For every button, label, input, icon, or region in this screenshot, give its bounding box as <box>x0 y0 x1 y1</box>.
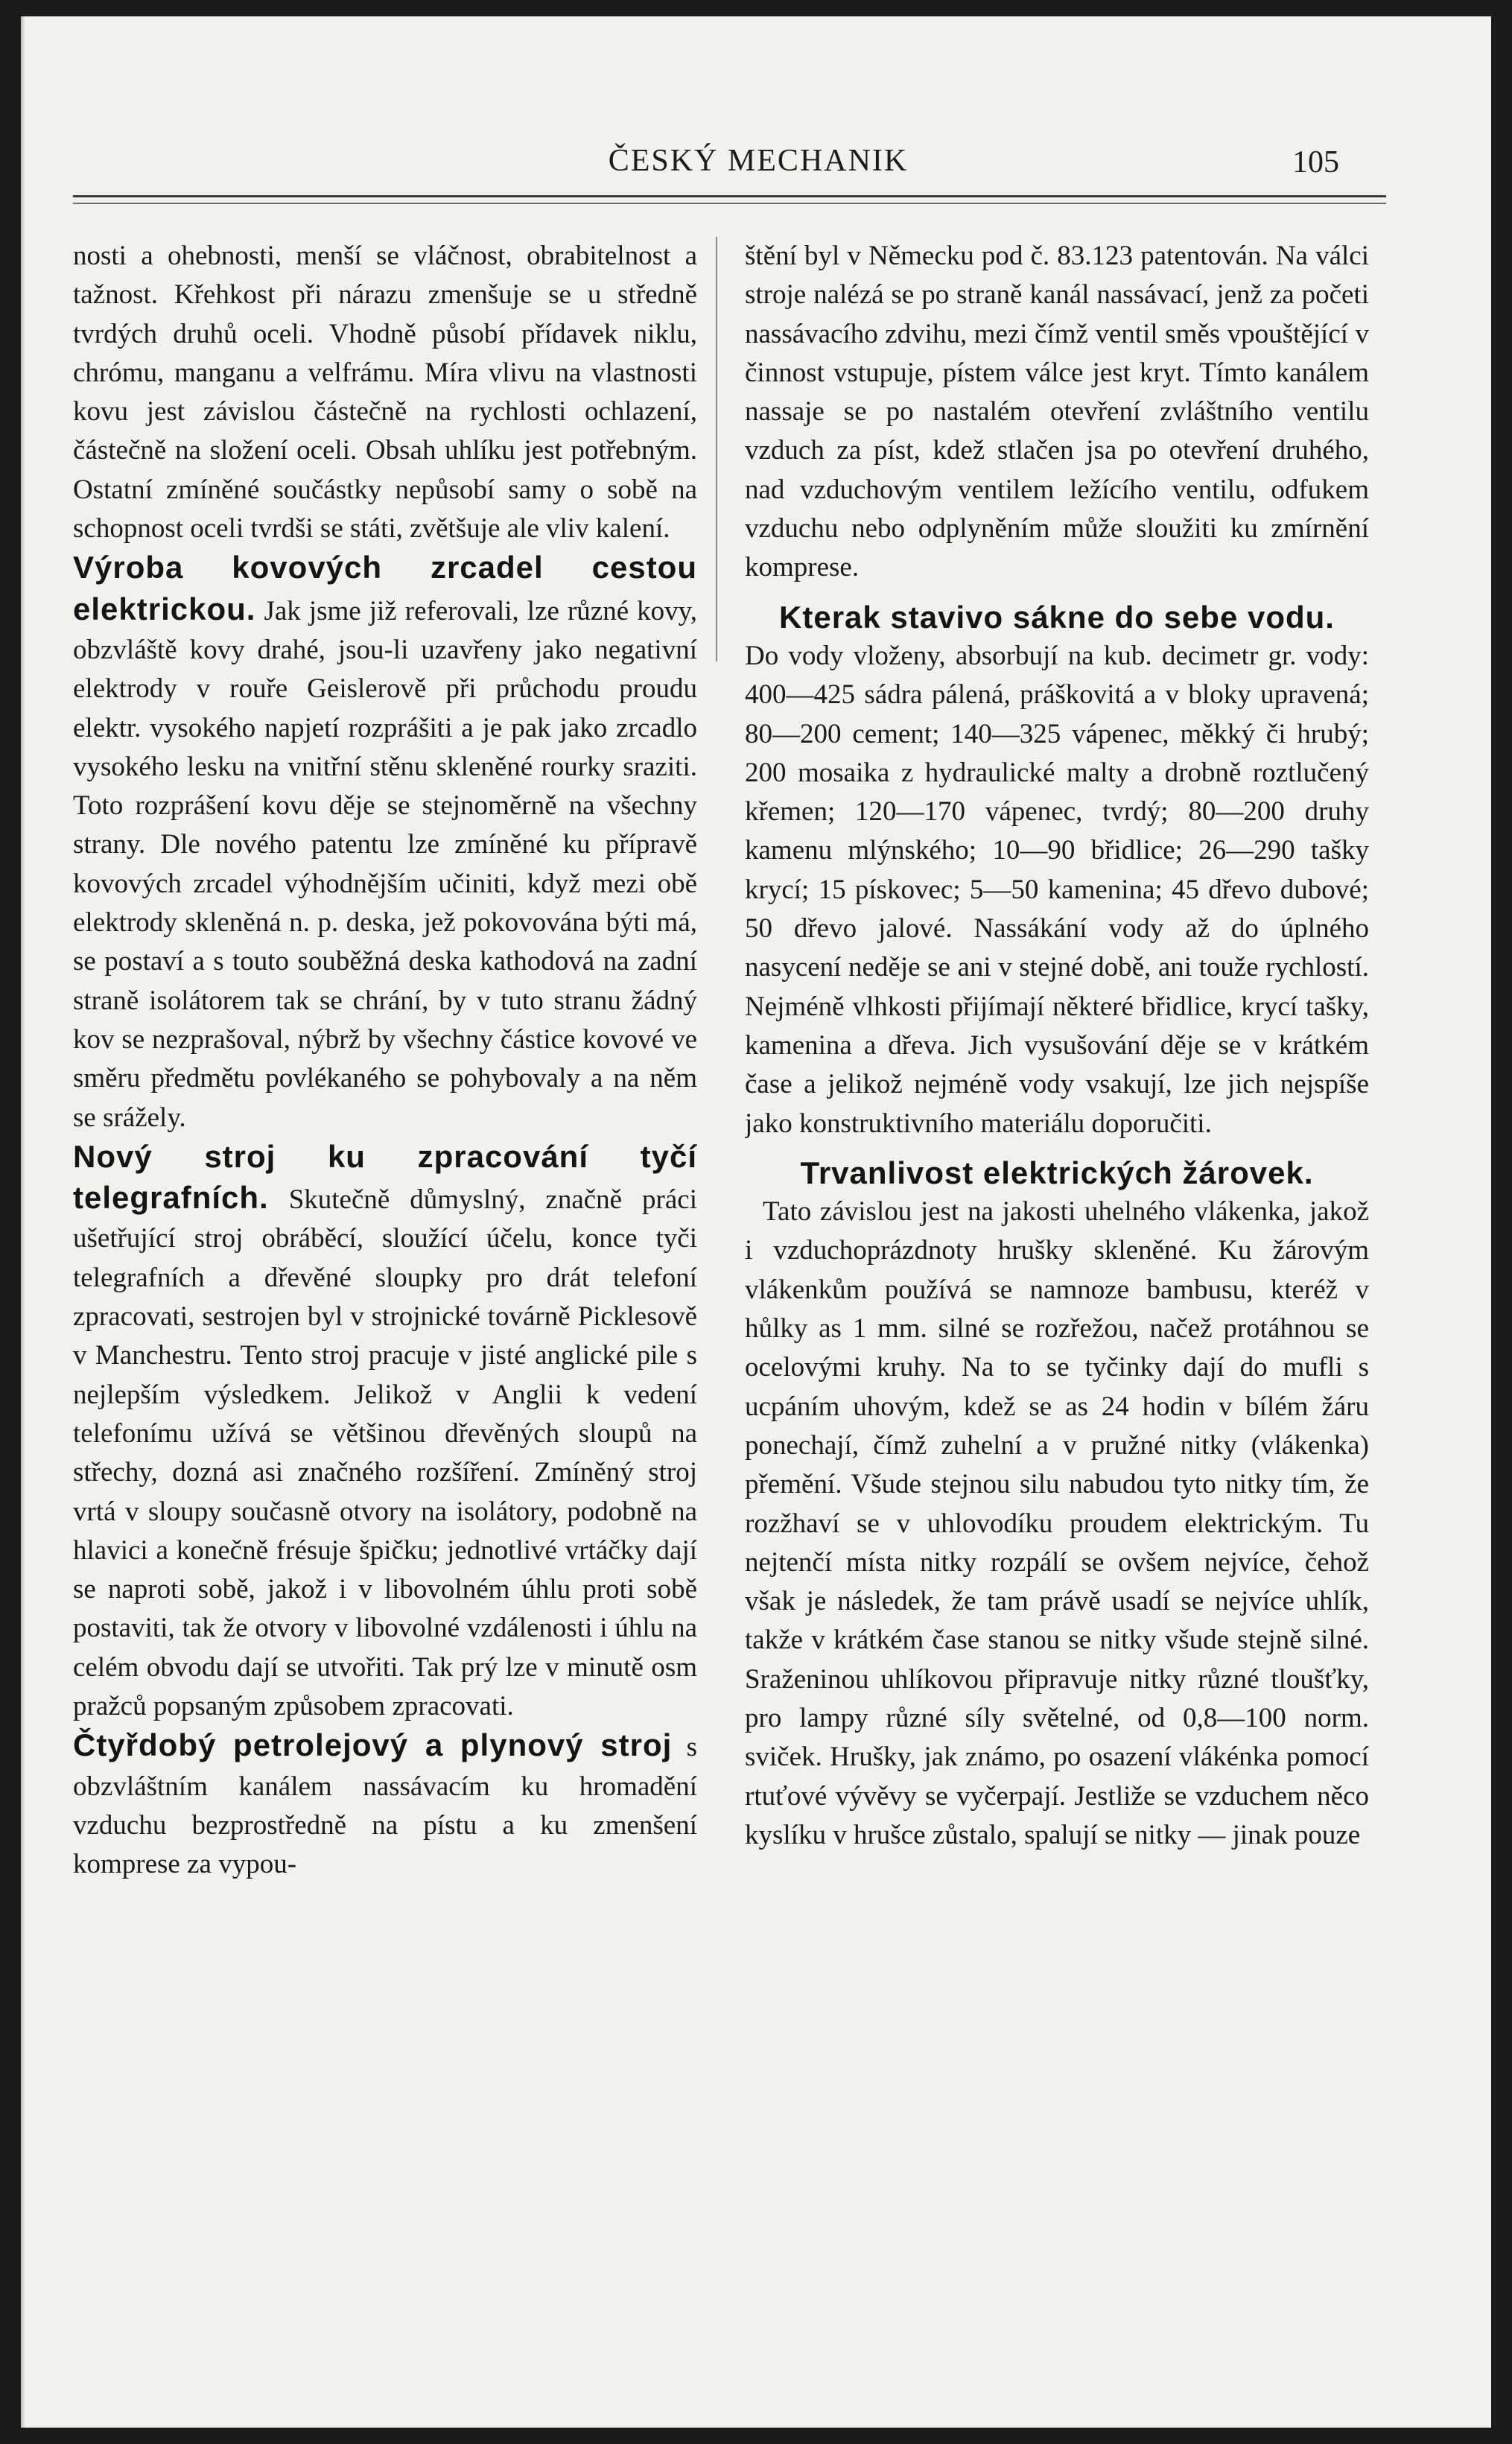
article-petroleum-engine <box>73 1726 697 1884</box>
header-rule <box>73 195 1386 197</box>
page-number: 105 <box>1292 145 1339 180</box>
paragraph-steel-properties: nosti a ohebnosti, menší se vláčnost, obrabitelnost a tažnost. Křehkost při nárazu zmenšuje se u středně tvrdých druhů oceli. Vhodně působí přídavek niklu, chrómu, manganu a velfrámu. Míra vlivu na vlastnosti kovu jest závislou částečně na rychlosti ochlazení, částečně na složení oceli. Obsah uhlíku jest potřebným. Ostatní zmíněné součástky nepůsobí samy o sobě na schopnost oceli tvrdši se státi, zvětšuje ale vliv kalení. <box>73 241 697 545</box>
header-rule-thin <box>73 203 1386 204</box>
article-metal-mirrors <box>73 548 697 1137</box>
article-heading: Čtyřdobý petrolejový a plynový stroj <box>73 1727 673 1763</box>
article-text: s obzvláštním kanálem nassávacím ku hromadění vzduchu bezprostředně na pístu a ku zmenšení komprese za vypou- <box>73 1732 697 1880</box>
journal-page <box>21 16 1491 2428</box>
article-telegraph-poles <box>73 1137 697 1726</box>
running-title: ČESKÝ MECHANIK <box>608 144 909 178</box>
article-heading: Nový stroj ku zpracování tyčí telegrafních. <box>73 1138 697 1216</box>
article-heading: Trvanlivost elektrických žárovek. <box>800 1155 1314 1190</box>
right-column <box>745 237 1369 2271</box>
article-heading: Kterak stavivo sákne do sebe vodu. <box>779 599 1335 635</box>
article-text: Skutečně důmyslný, značně práci ušetřující stroj obráběcí, sloužící účelu, konce tyči telegrafních a dřevěné sloupky pro drát telefoní zpracovati, sestrojen byl v strojnické továrně Picklesově v Manchestru. Tento stroj pracuje v jisté anglické pile s nejlepším výsledkem. Jelikož v Anglii k vedení telefonímu užívá se většinou dřevěných sloupů na střechy, dozná asi značného rozšíření. Zmíněný stroj vrtá v sloupy současně otvory na isolátory, podobně na hlavici a konečně frésuje špičku; jednotlivé vrtáčky dají se naproti sobě, jakož i v libovolném úhlu proti sobě postaviti, tak že otvory v libovolné vzdálenosti i úhlu na celém obvodu dají se utvořiti. Tak prý lze v minutě osm pražců popsaným způsobem zpracovati. <box>73 1184 697 1721</box>
column-divider <box>716 237 717 661</box>
article-heading: Výroba kovových zrcadel cestou elektrickou. <box>73 550 697 626</box>
paragraph-engine-continued: štění byl v Německu pod č. 83.123 patentován. Na válci stroje nalézá se po straně kanál nassávací, jenž za početi nassávacího zdvihu, mezi čímž ventil směs vpouštějící v činnost vstupuje, pístem válce jest kryt. Tímto kanálem nassaje se po nastalém otevření zvláštního ventilu vzduch za píst, kdež stlačen jsa po otevření druhého, nad vzduchovým ventilem ležícího ventilu, odfukem vzduchu nebo odplyněním může sloužiti ku zmírnění komprese. <box>745 241 1369 583</box>
article-text: Jak jsme již referovali, lze různé kovy, obzvláště kovy drahé, jsou-li uzavřeny jako negativní elektrody v rouře Geislerově při průchodu proudu elektr. vysokého napjetí rozprášiti a je pak jako zrcadlo vysokého lesku na vnitřní stěnu skleněné rourky sraziti. Toto rozprášení kovu děje se stejnoměrně na všechny strany. Dle nového patentu lze zmíněné ku přípravě kovových zrcadel výhodnějším učiniti, když mezi obě elektrody skleněná n. p. deska, jež pokovována býti má, se postaví a s touto souběžná deska kathodová na zadní straně isolátorem tak se chrání, by v tuto stranu žádný kov se nezprašoval, nýbrž by všechny částice kovové ve směru předmětu povlékaného se pohybovaly a na něm se srážely. <box>73 595 697 1133</box>
article-water-absorption: Do vody vloženy, absorbují na kub. decimetr gr. vody: 400—425 sádra pálená, práškovitá a v bloky upravená; 80—200 cement; 140—325 vápenec, měkký či hrubý; 200 mosaika z hydraulické malty a drobně roztlučený křemen; 120—170 vápenec, tvrdý; 80—200 druhy kamenu mlýnského; 10—90 břidlice; 26—290 tašky krycí; 15 pískovec; 5—50 kamenina; 45 dřevo dubové; 50 dřevo jalové. Nassákání vody až do úplného nasycení neděje se ani v stejné době, ani touže rychlostí. Nejméně vlhkosti přijímají některé břidlice, krycí tašky, kamenina a dřeva. Jich vysušování děje se v krátkém čase a jelikož nejméně vody vsakují, lze jich nejspíše jako konstruktivního materiálu doporučiti. <box>745 640 1369 1139</box>
left-column <box>73 237 697 2271</box>
article-light-bulbs: Tato závislou jest na jakosti uhelného vlákenka, jakož i vzduchoprázdnoty hrušky skleněné. Ku žárovým vlákenkům používá se namnoze bambusu, kteréž v hůlky as 1 mm. silné se rozřežou, načež protáhnou se ocelovými kruhy. Na to se tyčinky dají do mufli s ucpáním uhovým, kdež se as 24 hodin v bílém žáru ponechají, čímž zuhelní a v pružné nitky (vlákenka) přemění. Všude stejnou silu nabudou tyto nitky tím, že rozžhaví se v uhlovodíku proudem elektrickým. Tu nejtenčí místa nitky rozpálí se ovšem nejvíce, čehož však je následek, že tam právě usadí se nejvíce uhlík, takže v krátkém čase stanou se nitky všude stejně silné. Sraženinou uhlíkovou připravuje nitky různé tloušťky, pro lampy různé síly světelné, od 0,8—100 norm. sviček. Hrušky, jak známo, po osazení vlákénka pomocí rtuťové vývěvy se vyčerpají. Jestliže se vzduchem něco kyslíku v hrušce zůstalo, spalují se nitky — jinak pouze <box>745 1196 1369 1850</box>
